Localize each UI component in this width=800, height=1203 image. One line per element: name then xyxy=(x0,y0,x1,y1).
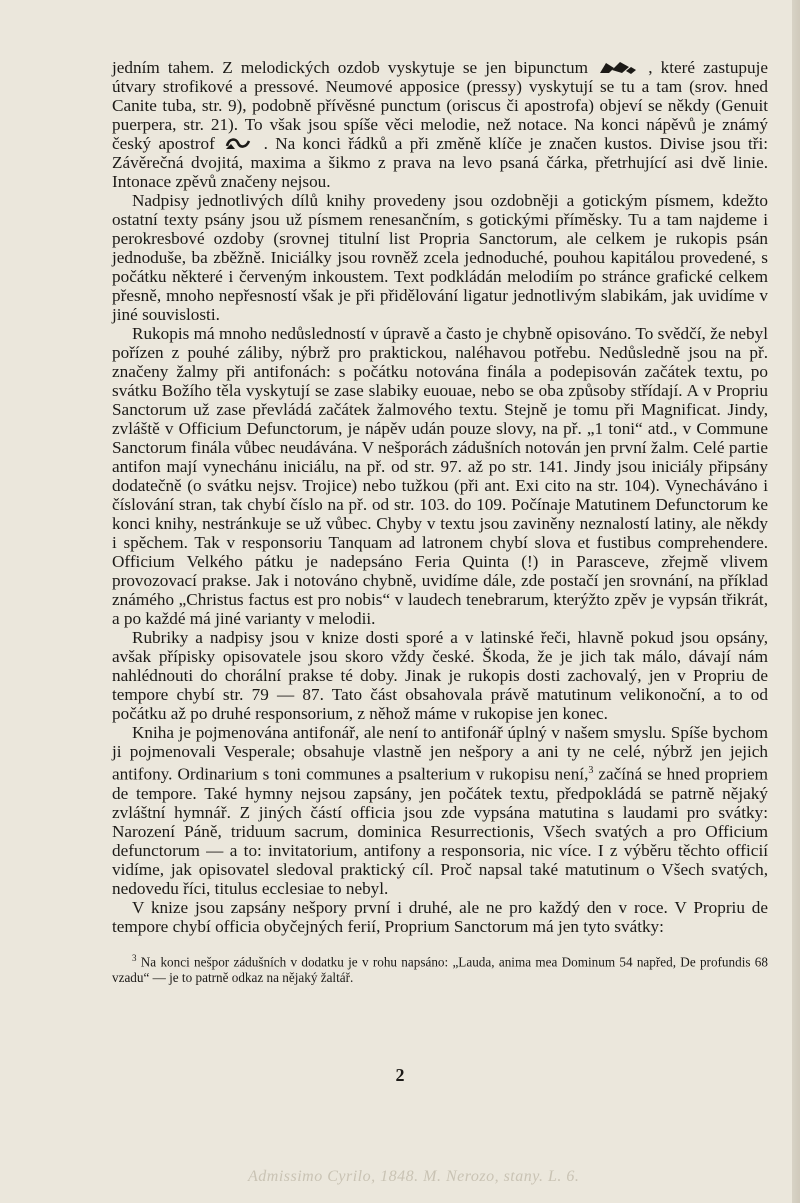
footnote-separator xyxy=(112,936,768,950)
text-run: , které zastupuje útvary strofikové a pressové. Neumové apposice (pressy) vyskytují se tu a tam (srov. hned Canite tuba, str. 9), podobně přívěsné punctum (oriscus či apostrofa) objeví se někdy (Genuit puerpera, str. 21). To však jsou spíše věci melodie, než notace. Na konci nápěvů je známý český apostrof xyxy=(112,58,768,153)
paragraph-headings: Nadpisy jednotlivých dílů knihy provedeny jsou ozdobněji a gotickým písmem, kdežto ostatní texty psány jsou už písmem renesančním, s gotickými příměsky. Tu a tam najdeme i perokresbové ozdoby (srovnej titulní list Propria Sanctorum, ale celkem je rukopis psán jednoduše, ba zběžně. Iniciálky jsou rovněž zcela jednoduché, pouhou kapitálou provedené, s počátku některé i červeným inkoustem. Text podkládán melodiím po stránce grafické celkem přesně, mnoho nepřesností však je při přidělování ligatur jednotlivým slabikám, jak uvidíme v jiné souvislosti. xyxy=(112,191,768,324)
page-body xyxy=(112,58,768,986)
czech-apostrof-neume-icon xyxy=(224,135,254,151)
show-through-text: Admissimo Cyrilo, 1848. M. Nerozo, stany. L. 6. xyxy=(248,1168,580,1185)
bipunctum-neume-icon xyxy=(598,61,638,75)
paragraph-antiphonary xyxy=(112,723,768,898)
page-edge-shadow xyxy=(792,0,800,1203)
text-run: Kniha je pojmenována antifonář, ale není to antifonář úplný v našem smyslu. Spíše bychom ji pojmenovali Vesperale; obsahuje vlastně jen nešpory a ani ty ne celé, nýbrž jen jejich antifony. Ordinarium s toni communes a psalterium v rukopisu není, xyxy=(112,723,768,784)
paragraph-vespers: V knize jsou zapsány nešpory první i druhé, ale ne pro každý den v roce. V Propriu de tempore chybí officia obyčejných ferií, Proprium Sanctorum má jen tyto svátky: xyxy=(112,897,768,936)
text-run: začíná se hned propriem de tempore. Také hymny nejsou zapsány, jen počátek textu, předpokládá se patrně nějaký zvláštní hymnář. Z jiných částí officia jsou zde vypsána matutina s laudami pro svátky: Narození Páně, triduum sacrum, dominica Resurrectionis, Všech svatých a pro Officium defunctorum — a to: invitatorium, antifony a responsoria, nic více. I z výběru těchto officií vidíme, jak opisovatel sledoval praktický cíl. Proč napsal také matutinum o Všech svatých, nedovedu říci, titulus ecclesiae to nebyl. xyxy=(112,764,768,898)
footnote-marker: 3 xyxy=(132,952,137,963)
page-number: 2 xyxy=(395,1065,405,1085)
footnote-reference: 3 xyxy=(588,765,594,776)
paragraph-rubrics: Rubriky a nadpisy jsou v knize dosti sporé a v latinské řeči, hlavně pokud jsou opsány, avšak přípisky opisovatele jsou skoro vždy české. Škoda, že je jich tak málo, dávají nám nahlédnouti do chorální prakse té doby. Jinak je rukopis dosti zachovalý, jen v Propriu de tempore chybí str. 79 — 87. Tato část obsahovala právě matutinum velikonoční, a to od počátku až po druhé responsorium, z něhož máme v rukopise jen konec. xyxy=(112,628,768,723)
text-run: . Na konci řádků a při změně klíče je značen kustos. Divise jsou tři: Závěrečná dvojitá, maxima a šikmo z prava na levo psaná čárka, přetrhující asi dvě linie. Intonace zpěvů značeny nejsou. xyxy=(112,134,768,191)
paragraph-notation xyxy=(112,58,768,191)
paragraph-inconsistencies: Rukopis má mnoho nedůsledností v úpravě a často je chybně opisováno. To svědčí, že nebyl pořízen z pouhé záliby, nýbrž pro praktickou, naléhavou potřebu. Nedůsledně jsou na př. značeny žalmy při antifonách: s počátku notována finála a podepisován začátek textu, po svátku Božího těla vyskytují se zase slabiky euouae, nebo se oba způsoby střídají. A v Propriu Sanctorum už zase převládá začátek žalmového textu. Stejně je tomu při Magnificat. Jindy, zvláště v Officium Defunctorum, je nápěv udán pouze slovy, na př. „1 toni“ atd., v Commune Sanctorum finála vůbec neudávána. V nešporách zádušních notován jen první žalm. Celé partie antifon mají vynechánu iniciálu, na př. od str. 97. až po str. 141. Jindy jsou iniciály připsány dodatečně (o svátku nejsv. Trojice) nebo tužkou (při ant. Exi cito na str. 104). Vynecháváno i číslování stran, tak chybí číslo na př. od str. 103. do 109. Počínaje Matutinem Defunctorum ke konci knihy, nestránkuje se už vůbec. Chyby v textu jsou zaviněny neznalostí latiny, ale někdy i spěchem. Tak v responsoriu Tanquam ad latronem chybí slova et fustibus comprehendere. Officium Velkého pátku je nadepsáno Feria Quinta (!) in Parasceve, zřejmě vlivem provozovací prakse. Jak i notováno chybně, uvidíme dále, zde postačí jen srovnání, na příklad známého „Christus factus est pro nobis“ v laudech tenebrarum, kterýžto zpěv je vypsán třikrát, a po každé má jiné varianty v melodii. xyxy=(112,324,768,628)
footnote xyxy=(112,950,768,986)
text-run: jedním tahem. Z melodických ozdob vyskytuje se jen bipunctum xyxy=(112,58,588,77)
footnote-text: Na konci nešpor zádušních v dodatku je v rohu napsáno: „Lauda, anima mea Dominum 54 napřed, De profundis 68 vzadu“ — je to patrně odkaz na nějaký žaltář. xyxy=(112,954,768,986)
